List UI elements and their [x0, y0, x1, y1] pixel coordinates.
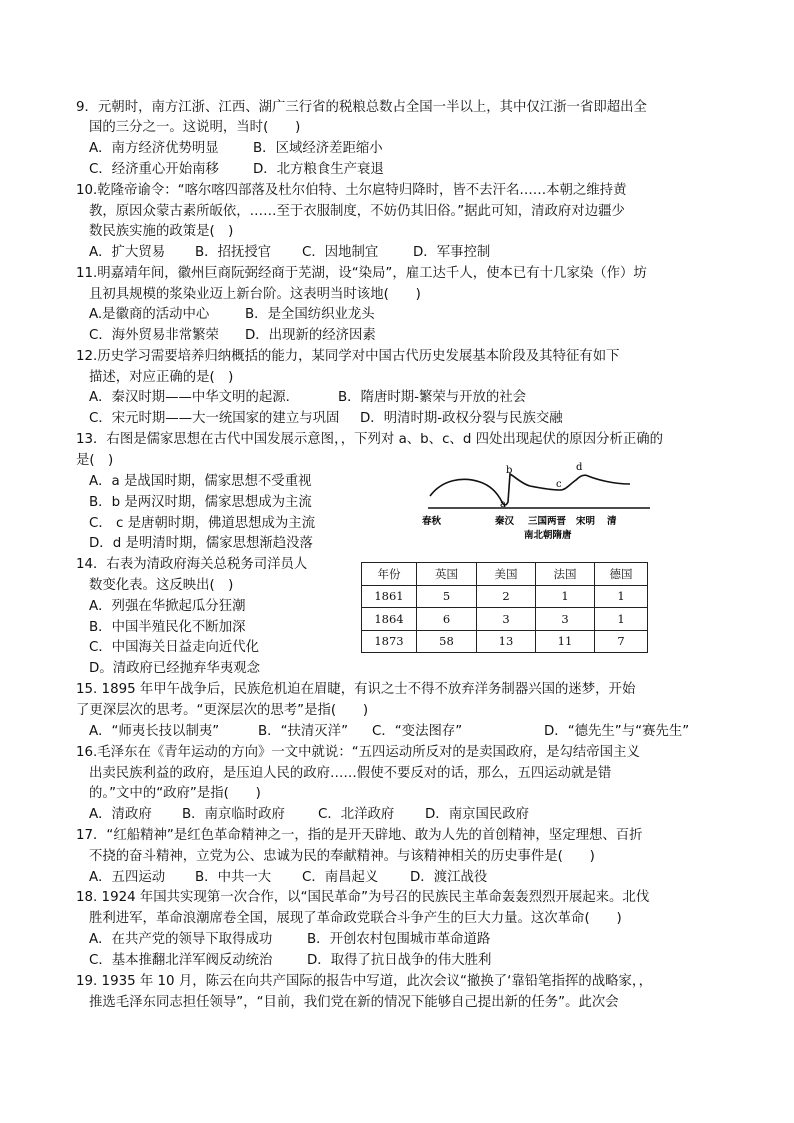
q16-stem-line1: 16.毛泽东在《青年运动的方向》一文中就说：“五四运动所反对的是卖国政府，是勾结帝国主义 [76, 745, 640, 760]
figure-curve [430, 474, 630, 505]
q12-option-d: D．明清时期-政权分裂与民族交融 [360, 411, 563, 426]
q9-stem-line1: 9．元朝时，南方江浙、江西、湖广三行省的税粮总数占全国一半以上，其中仅江浙一省即超出全 [76, 100, 647, 115]
q12-stem-line1: 12.历史学习需要培养归纳概括的能力，某同学对中国古代历史发展基本阶段及其特征有如下 [76, 349, 620, 364]
table-header-cell: 法国 [536, 563, 595, 586]
q19-stem-line2: 推选毛泽东同志担任领导”，“目前，我们党在新的情况下能够自己提出新的任务”。此次会 [89, 995, 619, 1010]
q10-stem-line2: 教，原因众蒙古素所皈依，……至于衣服制度，不妨仍其旧俗。”据此可知，清政府对边疆少 [89, 204, 625, 219]
q9-option-c: C．经济重心开始南移 [89, 162, 219, 177]
foreign-staff-table [361, 562, 648, 653]
q17-option-c: C．南昌起义 [302, 870, 379, 885]
q13-stem-line2: 是( ) [76, 453, 114, 468]
figure-label-d: d [576, 462, 583, 473]
q9-stem-line2: 国的三分之一。这说明，当时( ) [89, 120, 301, 135]
table-cell: 7 [595, 630, 648, 653]
table-row [362, 585, 648, 608]
table-header-cell: 年份 [362, 563, 417, 586]
q10-option-d: D．军事控制 [413, 245, 491, 260]
table-cell: 1864 [362, 608, 417, 631]
table-row [362, 608, 648, 631]
q14-option-b: B．中国半殖民化不断加深 [89, 620, 246, 635]
q13-option-a: A．a 是战国时期，儒家思想不受重视 [89, 474, 312, 489]
confucianism-development-figure [418, 462, 658, 544]
table-cell: 3 [477, 608, 536, 631]
figure-label-a: a [500, 499, 506, 510]
q16-stem-line2: 出卖民族利益的政府，是压迫人民的政府……假使不要反对的话，那么，五四运动就是错 [89, 766, 612, 781]
table-cell: 11 [536, 630, 595, 653]
q14-stem-line1: 14．右表为清政府海关总税务司洋员人 [76, 557, 308, 572]
q16-stem-line3: 的。”文中的“政府”是指( ) [89, 786, 261, 801]
q14-option-d: D。清政府已经抛弃华夷观念 [89, 661, 260, 676]
table-cell: 1 [595, 585, 648, 608]
q18-option-a: A．在共产党的领导下取得成功 [89, 932, 273, 947]
figure-axis-label: 宋明 [576, 516, 596, 527]
table-row [362, 630, 648, 653]
q11-stem-line1: 11.明嘉靖年间，徽州巨商阮弼经商于芜湖，设“染局”，雇工达千人，使本已有十几家染（作）坊 [76, 266, 647, 281]
q17-stem-line1: 17．“红船精神”是红色革命精神之一，指的是开天辟地、敢为人先的首创精神，坚定理想、百折 [76, 828, 643, 843]
q10-option-b: B．招抚授官 [195, 245, 272, 260]
q10-option-c: C．因地制宜 [302, 245, 379, 260]
q15-stem-line2: 了更深层次的思考。“更深层次的思考”是指( ) [76, 703, 369, 718]
q18-option-d: D．取得了抗日战争的伟大胜利 [307, 953, 492, 968]
table-header-cell: 德国 [595, 563, 648, 586]
table-cell: 3 [536, 608, 595, 631]
q16-option-b: B．南京临时政府 [182, 807, 285, 822]
q15-stem-line1: 15. 1895 年甲午战争后，民族危机迫在眉睫，有识之士不得不放弃洋务制器兴国的迷梦，开始 [76, 682, 636, 697]
q12-option-a: A．秦汉时期——中华文明的起源． [89, 390, 300, 405]
table-cell: 5 [417, 585, 477, 608]
figure-axis-label: 春秋 [422, 516, 442, 527]
table-cell: 58 [417, 630, 477, 653]
figure-label-b: b [506, 465, 513, 476]
table-header-cell: 英国 [417, 563, 477, 586]
table-cell: 2 [477, 585, 536, 608]
q11-stem-line2: 且初具规模的浆染业迈上新台阶。这表明当时该地( ) [89, 287, 421, 302]
q11-option-a: A.是徽商的活动中心 [89, 307, 210, 322]
table-cell: 1 [536, 585, 595, 608]
q11-option-b: B．是全国纺织业龙头 [245, 307, 375, 322]
table-cell: 6 [417, 608, 477, 631]
table-header-cell: 美国 [477, 563, 536, 586]
q11-option-c: C．海外贸易非常繁荣 [89, 328, 219, 343]
q17-option-a: A．五四运动 [89, 870, 166, 885]
q17-option-d: D．渡江战役 [410, 870, 488, 885]
q16-option-a: A．清政府 [89, 807, 152, 822]
q9-option-a: A．南方经济优势明显 [89, 141, 219, 156]
q17-option-b: B．中共一大 [195, 870, 272, 885]
q12-stem-line2: 描述，对应正确的是( ) [89, 370, 234, 385]
q19-stem-line1: 19. 1935 年 10 月，陈云在向共产国际的报告中写道，此次会议“撤换了‘靠铅笔指挥的战略家，， [76, 974, 652, 989]
q18-stem-line2: 胜利进军，革命浪潮席卷全国，展现了革命政党联合斗争产生的巨大力量。这次革命( ) [89, 911, 622, 926]
q18-option-b: B．开创农村包围城市革命道路 [307, 932, 491, 947]
q14-stem-line2: 数变化表。这反映出( ) [89, 578, 234, 593]
q15-option-d: D．“德先生”与“赛先生” [544, 724, 690, 739]
table-cell: 1861 [362, 585, 417, 608]
q12-option-c: C．宋元时期——大一统国家的建立与巩固 [89, 411, 340, 426]
q18-stem-line1: 18. 1924 年国共实现第一次合作，以“国民革命”为号召的民族民主革命轰轰烈烈开展起来。北伐 [76, 890, 650, 905]
q15-option-c: C．“变法图存” [372, 724, 463, 739]
figure-axis-label-2: 南北朝隋唐 [524, 530, 572, 541]
q13-stem-line1: 13．右图是儒家思想在古代中国发展示意图，，下列对 a、b、c、d 四处出现起伏的原因分析正确的 [76, 432, 664, 447]
q13-option-d: D．d 是明清时期，儒家思想渐趋没落 [89, 536, 313, 551]
q9-option-d: D．北方粮食生产衰退 [253, 162, 384, 177]
q15-option-a: A．“师夷长技以制夷” [89, 724, 220, 739]
table-cell: 1 [595, 608, 648, 631]
q13-option-c: C． c 是唐朝时期，佛道思想成为主流 [89, 516, 316, 531]
q14-option-a: A．列强在华掀起瓜分狂潮 [89, 599, 246, 614]
figure-axis-label: 秦汉 [495, 516, 515, 527]
q16-option-c: C．北洋政府 [318, 807, 395, 822]
q18-option-c: C．基本推翻北洋军阀反动统治 [89, 953, 273, 968]
q16-option-d: D．南京国民政府 [425, 807, 530, 822]
q10-stem-line3: 数民族实施的政策是( ) [89, 224, 234, 239]
q13-option-b: B．b 是两汉时期，儒家思想成为主流 [89, 495, 312, 510]
q10-stem-line1: 10.乾隆帝谕令：“喀尔喀四部落及杜尔伯特、土尔扈特归降时，皆不去汗名……本朝之维持黄 [76, 183, 627, 198]
q10-option-a: A．扩大贸易 [89, 245, 166, 260]
table-cell: 1873 [362, 630, 417, 653]
figure-axis-label: 清 [607, 516, 617, 527]
q15-option-b: B．“扶清灭洋” [258, 724, 349, 739]
figure-axis-label: 三国两晋 [528, 516, 567, 527]
figure-label-c: c [556, 479, 562, 490]
q9-option-b: B．区域经济差距缩小 [253, 141, 383, 156]
q14-option-c: C．中国海关日益走向近代化 [89, 640, 260, 655]
q11-option-d: D．出现新的经济因素 [245, 328, 376, 343]
table-cell: 13 [477, 630, 536, 653]
table-header-row [362, 563, 648, 586]
q12-option-b: B．隋唐时期-繁荣与开放的社会 [338, 390, 527, 405]
q17-stem-line2: 不挠的奋斗精神，立党为公、忠诚为民的奉献精神。与该精神相关的历史事件是( ) [89, 849, 595, 864]
